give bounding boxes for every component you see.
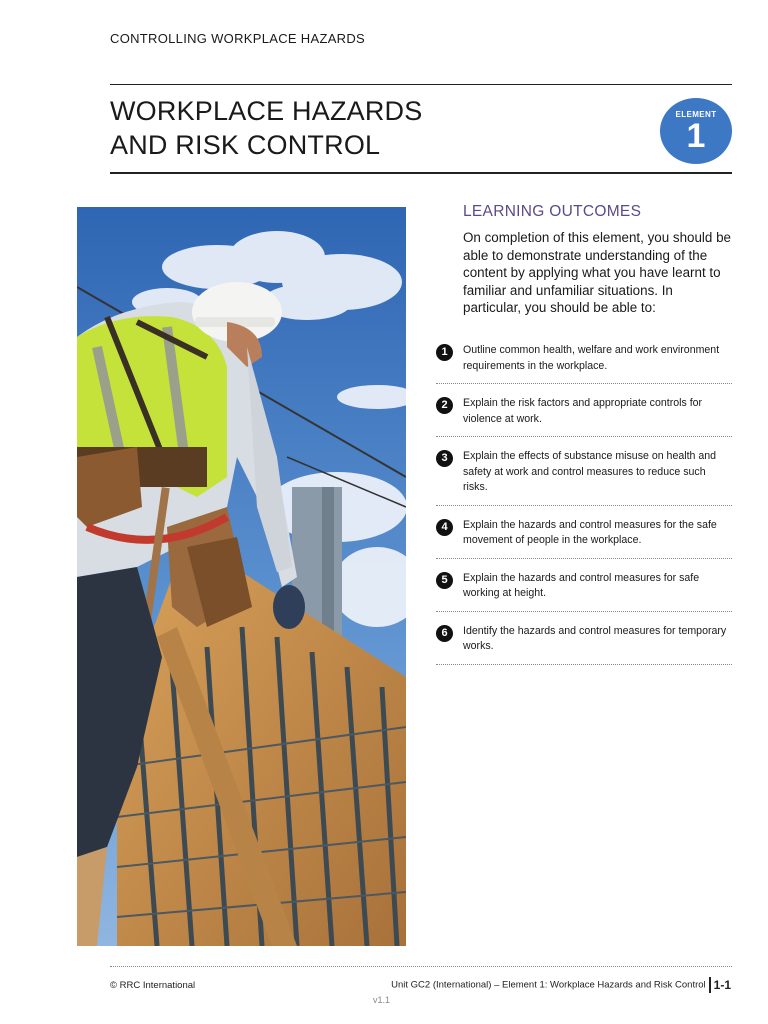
outcome-text: Explain the hazards and control measures for the safe movement of people in the workplace. [463, 518, 717, 546]
outcome-number-badge: 1 [436, 344, 453, 361]
running-header: CONTROLLING WORKPLACE HAZARDS [110, 31, 366, 46]
construction-worker-photo [77, 207, 406, 946]
learning-outcome-item [436, 515, 732, 559]
outcome-text: Explain the risk factors and appropriate controls for violence at work. [463, 397, 703, 425]
footer-copyright: © RRC International [110, 980, 196, 991]
element-badge-label: ELEMENT [675, 110, 717, 119]
outcome-number-badge: 6 [436, 625, 453, 642]
outcome-text: Identify the hazards and control measures for temporary works. [463, 624, 727, 652]
outcome-number-badge: 4 [436, 519, 453, 536]
learning-outcomes-intro: On completion of this element, you should be able to demonstrate understanding of the content by applying what you have learnt to familiar and unfamiliar situations. In particular, you should be able to: [463, 230, 731, 316]
page-title-line-2: AND RISK CONTROL [110, 130, 381, 160]
learning-outcome-item [436, 340, 732, 384]
outcome-text: Outline common health, welfare and work environment requirements in the workplace. [463, 344, 720, 372]
learning-outcomes-list [436, 340, 732, 674]
outcome-text: Explain the hazards and control measures for safe working at height. [463, 571, 700, 599]
learning-outcome-item [436, 393, 732, 437]
footer-version: v1.1 [373, 995, 391, 1005]
learning-outcome-item [436, 568, 732, 612]
outcome-number-badge: 5 [436, 572, 453, 589]
footer-info [391, 977, 731, 993]
element-badge [660, 98, 732, 164]
learning-outcome-item [436, 621, 732, 665]
footer-page-number: 1-1 [713, 978, 731, 992]
learning-outcomes-heading: LEARNING OUTCOMES [463, 203, 642, 220]
learning-outcome-item [436, 446, 732, 506]
title-rule [110, 172, 732, 174]
footer-rule [110, 966, 732, 967]
footer-divider [709, 977, 711, 993]
element-badge-number: 1 [686, 117, 706, 155]
page-title-line-1: WORKPLACE HAZARDS [110, 96, 423, 126]
outcome-number-badge: 3 [436, 450, 453, 467]
header-rule [110, 84, 732, 85]
outcome-number-badge: 2 [436, 397, 453, 414]
page-title [110, 94, 422, 162]
outcome-text: Explain the effects of substance misuse on health and safety at work and control measures to reduce such risks. [463, 450, 717, 493]
footer-unit-title: Unit GC2 (International) – Element 1: Workplace Hazards and Risk Control [391, 979, 706, 991]
